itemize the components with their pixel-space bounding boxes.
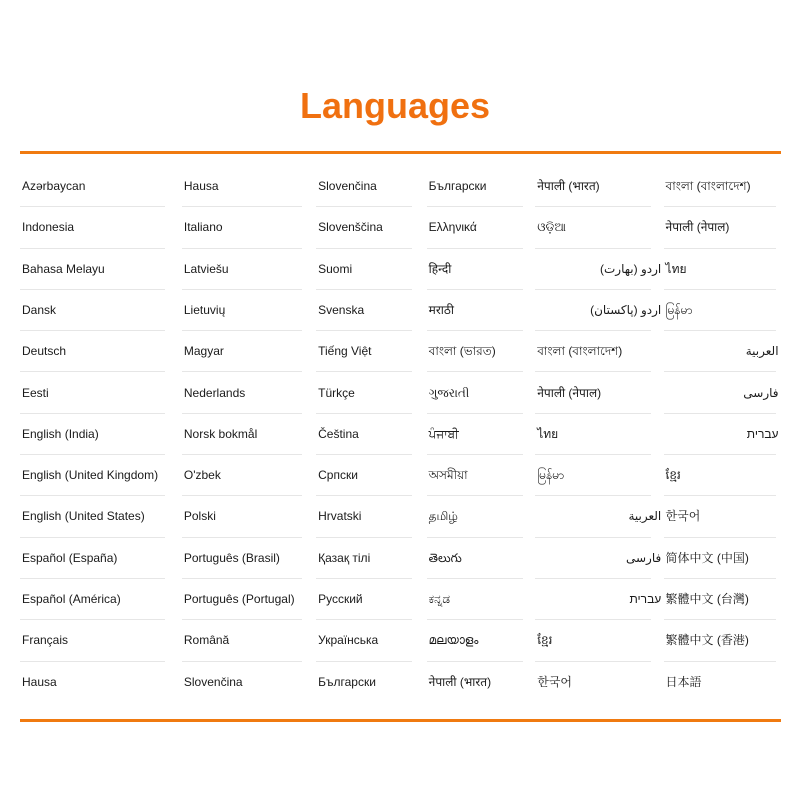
language-link[interactable] [316, 455, 424, 496]
language-label: नेपाली (भारत) [428, 674, 492, 689]
language-label: Italiano [183, 220, 223, 235]
language-label: Dansk [22, 302, 57, 317]
language-label: Norsk bokmål [183, 426, 258, 441]
language-link[interactable] [427, 207, 533, 248]
language-link[interactable] [316, 579, 424, 620]
language-column-2 [182, 166, 316, 704]
language-label: Polski [183, 509, 216, 524]
language-link[interactable] [182, 290, 314, 331]
page-title: Languages [299, 85, 491, 126]
language-link[interactable] [182, 496, 314, 537]
language-link[interactable] [427, 662, 533, 703]
language-link[interactable] [20, 373, 180, 414]
language-label: Română [183, 633, 230, 648]
language-label: తెలుగు [428, 550, 462, 565]
language-link[interactable] [182, 331, 314, 372]
language-label: Lietuvių [183, 302, 226, 317]
language-label: اردو (پاکستان) [590, 302, 662, 317]
language-link[interactable] [20, 496, 180, 537]
language-link[interactable] [535, 331, 661, 372]
language-link[interactable] [664, 207, 779, 248]
language-link[interactable] [20, 455, 180, 496]
language-link[interactable] [427, 579, 533, 620]
language-link[interactable] [664, 455, 779, 496]
language-label: Slovenčina [318, 179, 377, 193]
language-link[interactable] [535, 414, 661, 455]
language-label: Українська [318, 633, 379, 648]
language-label: Português (Portugal) [183, 592, 295, 606]
language-label: 日本語 [665, 674, 702, 689]
language-label: Nederlands [183, 385, 246, 400]
language-link[interactable] [664, 331, 779, 372]
language-link[interactable] [535, 290, 661, 331]
language-link[interactable] [664, 373, 779, 414]
language-label: Български [428, 179, 487, 193]
language-label: मराठी [428, 302, 454, 317]
language-label: ไทย [665, 261, 687, 276]
language-link[interactable] [20, 249, 180, 290]
language-label: Español (España) [22, 550, 118, 565]
language-link[interactable] [427, 373, 533, 414]
language-link[interactable] [182, 662, 314, 703]
language-label: ગુજરાતી [428, 385, 470, 400]
language-link[interactable] [427, 331, 533, 372]
language-label: Español (América) [22, 592, 121, 606]
language-column-6 [664, 166, 781, 704]
language-link[interactable] [664, 166, 779, 207]
language-label: Српски [318, 468, 358, 483]
language-link[interactable] [664, 579, 779, 620]
language-link[interactable] [535, 373, 661, 414]
language-link[interactable] [20, 290, 180, 331]
language-link[interactable] [316, 290, 424, 331]
language-link[interactable] [535, 579, 661, 620]
language-label: বাংলা (বাংলাদেশ) [537, 344, 623, 359]
language-label: Indonesia [22, 220, 75, 235]
language-label: नेपाली (नेपाल) [537, 385, 602, 400]
language-link[interactable] [535, 496, 661, 537]
language-label: Français [22, 633, 69, 648]
language-label: ไทย [537, 426, 559, 441]
language-link[interactable] [20, 414, 180, 455]
language-link[interactable] [535, 620, 661, 661]
language-label: Deutsch [22, 344, 67, 359]
language-label: فارسی [743, 385, 779, 400]
footer-divider [20, 719, 781, 722]
language-label: Tiếng Việt [318, 344, 372, 359]
language-link[interactable] [20, 662, 180, 703]
language-link[interactable] [427, 455, 533, 496]
language-link[interactable] [535, 662, 661, 703]
language-label: ខ្មែរ [537, 633, 553, 648]
language-label: Latviešu [183, 261, 229, 276]
language-link[interactable] [664, 620, 779, 661]
language-link[interactable] [427, 290, 533, 331]
language-label: မြန်မာ [537, 468, 565, 483]
language-label: Hausa [22, 674, 57, 689]
language-link[interactable] [664, 496, 779, 537]
language-label: English (India) [22, 426, 99, 441]
language-link[interactable] [535, 538, 661, 579]
language-label: Eesti [22, 385, 49, 400]
language-link[interactable] [535, 455, 661, 496]
language-column-3 [316, 166, 427, 704]
language-link[interactable] [316, 166, 424, 207]
language-link[interactable] [316, 414, 424, 455]
language-link[interactable] [20, 538, 180, 579]
language-link[interactable] [664, 538, 779, 579]
language-link[interactable] [182, 249, 314, 290]
language-grid [20, 166, 781, 704]
language-label: Български [318, 674, 376, 689]
language-label: ਪੰਜਾਬੀ [428, 426, 459, 441]
language-link[interactable] [427, 496, 533, 537]
language-link[interactable] [20, 207, 180, 248]
language-column-5 [535, 166, 663, 704]
language-label: English (United States) [22, 509, 145, 524]
language-label: עברית [629, 592, 662, 606]
language-link[interactable] [182, 620, 314, 661]
language-label: မြန်မာ [665, 302, 693, 317]
language-label: Русский [318, 592, 363, 606]
language-label: Magyar [183, 344, 224, 359]
language-label: বাংলা (ভারত) [428, 344, 496, 359]
language-label: اردو (بھارت) [600, 261, 662, 276]
language-link[interactable] [316, 538, 424, 579]
language-label: العربية [745, 344, 779, 359]
language-link[interactable] [20, 166, 180, 207]
language-link[interactable] [427, 249, 533, 290]
language-link[interactable] [182, 455, 314, 496]
language-label: Bahasa Melayu [22, 261, 105, 276]
language-link[interactable] [316, 331, 424, 372]
language-label: Suomi [318, 261, 353, 276]
language-link[interactable] [664, 290, 779, 331]
language-link[interactable] [182, 538, 314, 579]
language-label: தமிழ் [428, 509, 458, 524]
language-label: עברית [746, 426, 779, 441]
language-label: 한국어 [665, 509, 701, 524]
language-link[interactable] [664, 662, 779, 703]
language-label: Ελληνικά [428, 220, 477, 235]
language-label: Hausa [183, 179, 219, 193]
language-label: Azərbaycan [22, 179, 86, 193]
language-link[interactable] [427, 414, 533, 455]
language-label: Қазақ тілі [318, 550, 371, 565]
language-label: Svenska [318, 302, 365, 317]
header-divider [20, 151, 781, 154]
language-link[interactable] [316, 620, 424, 661]
language-label: ଓଡ଼ିଆ [537, 220, 567, 235]
language-label: नेपाली (नेपाल) [665, 220, 730, 235]
language-label: فارسی [625, 550, 662, 565]
language-link[interactable] [535, 207, 661, 248]
language-link[interactable] [316, 496, 424, 537]
language-label: Türkçe [318, 385, 355, 400]
language-label: Hrvatski [318, 509, 362, 524]
language-link[interactable] [535, 166, 661, 207]
language-link[interactable] [20, 331, 180, 372]
language-label: हिन्दी [428, 261, 452, 276]
language-link[interactable] [427, 620, 533, 661]
language-label: ខ្មែរ [665, 468, 681, 483]
language-link[interactable] [182, 579, 314, 620]
language-column-4 [427, 166, 536, 704]
language-label: অসমীয়া [428, 468, 468, 483]
language-label: Português (Brasil) [183, 550, 280, 565]
language-label: English (United Kingdom) [22, 468, 159, 483]
language-label: 繁體中文 (香港) [665, 633, 749, 648]
language-link[interactable] [664, 249, 779, 290]
language-link[interactable] [182, 207, 314, 248]
language-label: Čeština [318, 426, 359, 441]
language-label: മലയാളം [428, 633, 479, 648]
language-link[interactable] [316, 662, 424, 703]
language-label: 简体中文 (中国) [665, 550, 749, 565]
language-link[interactable] [535, 249, 661, 290]
language-link[interactable] [20, 620, 180, 661]
language-link[interactable] [664, 414, 779, 455]
language-label: Slovenčina [183, 674, 243, 689]
language-link[interactable] [182, 414, 314, 455]
language-link[interactable] [182, 166, 314, 207]
language-label: 한국어 [537, 674, 573, 689]
language-label: नेपाली (भारत) [537, 179, 600, 193]
language-label: বাংলা (বাংলাদেশ) [665, 179, 751, 193]
language-label: 繁體中文 (台灣) [665, 592, 749, 606]
language-column-1 [20, 166, 182, 704]
language-link[interactable] [316, 207, 424, 248]
language-link[interactable] [316, 249, 424, 290]
language-label: العربية [628, 509, 662, 524]
language-link[interactable] [20, 579, 180, 620]
language-label: O'zbek [183, 468, 221, 483]
language-link[interactable] [427, 538, 533, 579]
language-label: ಕನ್ನಡ [428, 592, 450, 606]
language-link[interactable] [182, 373, 314, 414]
language-link[interactable] [427, 166, 533, 207]
language-label: Slovenščina [318, 220, 383, 235]
language-link[interactable] [316, 373, 424, 414]
